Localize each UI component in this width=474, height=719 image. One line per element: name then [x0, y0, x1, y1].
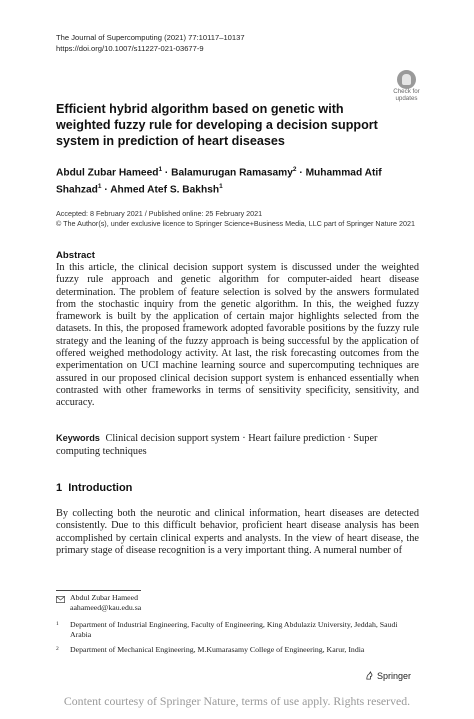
dates-line: Accepted: 8 February 2021 / Published online: 25 February 2021 — [56, 209, 263, 218]
intro-text: By collecting both the neurotic and clinical information, heart diseases are detected consistently. Due to this difficult behavior, proficient heart disease analysis has been accomplished by certain clinical experts and analysts. In the view of heart disease, the primary stage of disease recognition is a very important thing. A numeral number of — [56, 508, 419, 556]
author-name[interactable]: Abdul Zubar Hameed — [56, 167, 159, 179]
author-name[interactable]: Muhammad Atif Shahzad — [56, 167, 382, 196]
correspondent-name: Abdul Zubar Hameed — [70, 593, 138, 602]
affiliation-mark: 1 — [56, 621, 59, 627]
affiliation-mark: 2 — [56, 646, 59, 652]
affiliation-1: Department of Industrial Engineering, Faculty of Engineering, King Abdulaziz University, Jeddah, Saudi Arabia — [70, 620, 398, 639]
author-list: Abdul Zubar Hameed$^1$ · Balamurugan Ramasamy$^2$ · Muhammad Atif Shahzad$^1$ · Ahmed Atef S. Bakhsh$^1$ — [56, 166, 382, 196]
section-number: 1 — [56, 482, 63, 494]
footnote-rule — [56, 590, 141, 591]
author-name[interactable]: Ahmed Atef S. Bakhsh — [110, 184, 220, 196]
publisher-logo — [365, 671, 411, 681]
affiliation-2: Department of Mechanical Engineering, M.Kumarasamy College of Engineering, Karur, India — [70, 645, 365, 654]
keywords-text: Clinical decision support system · Heart failure prediction · Super computing techniques — [56, 433, 378, 457]
doi-link[interactable]: https://doi.org/10.1007/s11227-021-03677-9 — [56, 43, 204, 53]
springer-horse-icon — [365, 671, 374, 680]
courtesy-notice: Content courtesy of Springer Nature, terms of use apply. Rights reserved. — [63, 694, 411, 708]
envelope-icon — [56, 596, 65, 603]
correspondent — [70, 593, 410, 613]
paper-title: Efficient hybrid algorithm based on genetic with weighted fuzzy rule for developing a decision support system in prediction of heart diseases — [56, 102, 378, 148]
check-for-updates-icon — [397, 70, 416, 89]
copyright-line: © The Author(s), under exclusive licence to Springer Science+Business Media, LLC part of Springer Nature 2021 — [56, 219, 415, 228]
journal-header — [56, 33, 245, 54]
publication-dates — [56, 209, 436, 229]
publisher-name: Springer — [377, 671, 412, 681]
author-name[interactable]: Balamurugan Ramasamy — [171, 167, 293, 179]
abstract-heading: Abstract — [56, 250, 95, 261]
section-heading — [56, 482, 132, 494]
keywords — [56, 432, 419, 458]
section-title: Introduction — [68, 482, 133, 494]
correspondent-email[interactable]: aahameed@kau.edu.sa — [70, 603, 142, 612]
keywords-label: Keywords — [56, 433, 100, 443]
check-for-updates-badge[interactable]: Check for updates — [390, 70, 423, 103]
journal-citation: The Journal of Supercomputing (2021) 77:10117–10137 — [56, 33, 245, 42]
abstract-text: In this article, the clinical decision support system is discussed under the weighted fuzzy rule approach and genetic algorithm for computer-aided heart disease determination. The problem of feature selection is solved by the answers formulated from the stochastic inquiry from the genetic algorithm. In this, the weighed fuzzy framework is built by the application of certain major highlights selected from the datasets. In this, the proposed framework adopted favorable positions by the fuzzy rule strategy and the leaning of the fuzzy approach is being successful by the application of offered weighed methodology activity. At last, the risk forecasting outcomes from the experimentation on UCI machine learning source and supercomputing techniques are assured in our proposed clinical decision support system is enhanced essentially when contrasted with other frameworks in terms of sensitivity specificity, sensitivity, and accuracy. — [56, 262, 419, 409]
